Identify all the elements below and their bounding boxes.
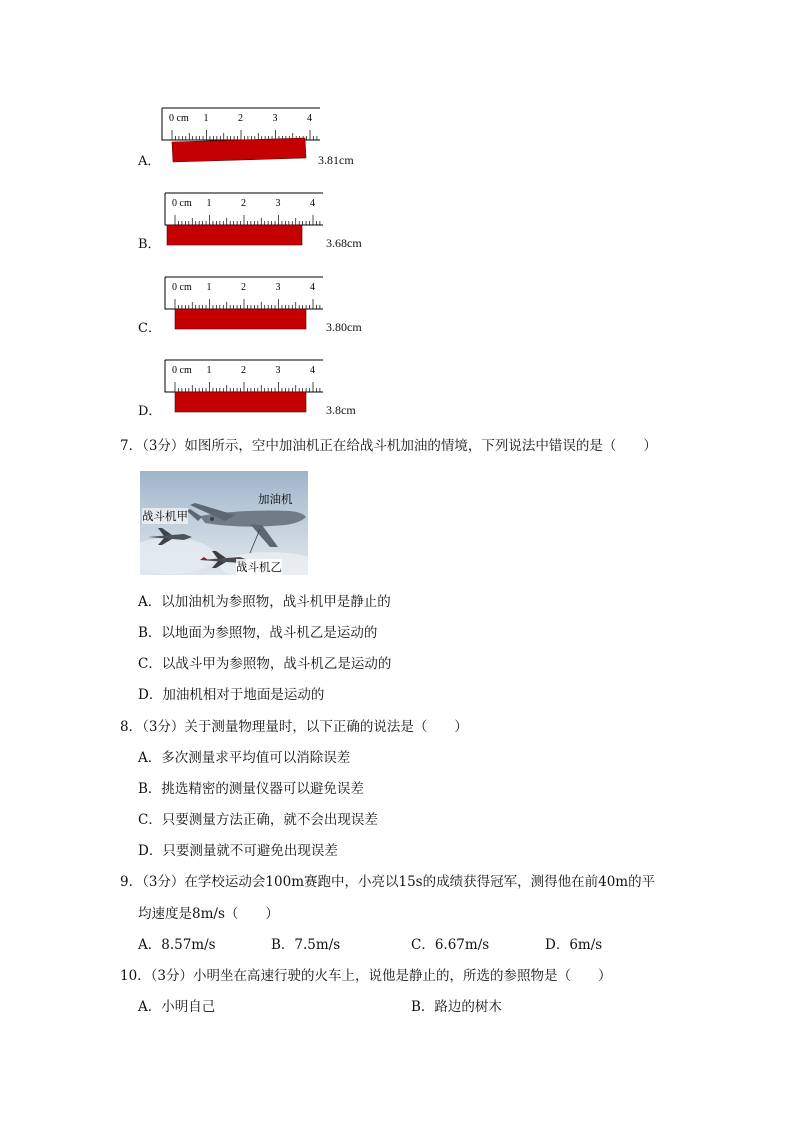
ruler-unit-label: 0 cm — [169, 113, 189, 124]
ruler-number: 2 — [241, 282, 246, 293]
ruler-number: 4 — [310, 198, 315, 209]
measured-object-bar — [175, 392, 306, 412]
q7-option-b: B．以地面为参照物，战斗机乙是运动的 — [138, 625, 378, 641]
refueling-figure — [140, 471, 308, 575]
ruler-number: 2 — [238, 113, 243, 124]
question-9-stem-line1: 9．（3分）在学校运动会100m赛跑中，小亮以15s的成绩获得冠军，测得他在前40m的平 — [120, 874, 656, 890]
ruler-number: 3 — [275, 365, 281, 376]
ruler-number: 2 — [241, 365, 246, 376]
measurement-label: 3.68cm — [326, 236, 362, 250]
ruler-unit-label: 0 cm — [172, 198, 192, 209]
q9-option-a: A．8.57m/s — [138, 937, 216, 953]
ruler-number: 3 — [275, 198, 281, 209]
q10-option-b: B．路边的树木 — [411, 999, 502, 1015]
ruler-number: 1 — [206, 365, 212, 376]
ruler-number: 3 — [272, 113, 278, 124]
ruler-number: 1 — [206, 198, 212, 209]
q9-option-d: D．6m/s — [545, 937, 603, 953]
q9-option-c: C．6.67m/s — [411, 937, 490, 953]
measured-object-bar — [175, 309, 306, 329]
q7-option-d: D．加油机相对于地面是运动的 — [138, 687, 325, 703]
ruler-number: 4 — [310, 282, 315, 293]
ruler-figure — [163, 275, 325, 333]
ruler-number: 4 — [307, 113, 312, 124]
measured-object-bar — [172, 138, 306, 162]
ruler-number: 3 — [275, 282, 281, 293]
question-7-stem: 7．（3分）如图所示，空中加油机正在给战斗机加油的情境，下列说法中错误的是（ ） — [120, 438, 657, 454]
ruler-figure — [163, 191, 325, 249]
option-letter: A． — [138, 154, 161, 169]
q8-option-b: B．挑选精密的测量仪器可以避免误差 — [138, 781, 364, 797]
ruler-number: 4 — [310, 365, 315, 376]
fighter-a-label: 战斗机甲 — [142, 509, 188, 523]
ruler-number: 2 — [241, 198, 246, 209]
question-10-stem: 10．（3分）小明坐在高速行驶的火车上，说他是静止的，所选的参照物是（ ） — [120, 968, 612, 984]
q10-option-a: A．小明自己 — [138, 999, 216, 1015]
q8-option-d: D．只要测量就不可避免出现误差 — [138, 843, 338, 859]
ruler-unit-label: 0 cm — [172, 365, 192, 376]
question-8-stem: 8．（3分）关于测量物理量时，以下正确的说法是（ ） — [120, 719, 468, 735]
option-letter: C． — [138, 321, 161, 336]
q8-option-c: C．只要测量方法正确，就不会出现误差 — [138, 812, 378, 828]
q9-option-b: B．7.5m/s — [271, 937, 341, 953]
ruler-number: 1 — [206, 282, 212, 293]
q8-option-a: A．多次测量求平均值可以消除误差 — [138, 750, 351, 766]
measurement-label: 3.80cm — [326, 320, 362, 334]
ruler-figure — [163, 358, 325, 416]
fighter-b-label: 战斗机乙 — [236, 560, 282, 574]
option-letter: B． — [138, 237, 161, 252]
question-9-stem-line2: 均速度是8m/s（ ） — [138, 906, 279, 922]
tanker-label: 加油机 — [258, 492, 293, 506]
measured-object-bar — [167, 225, 302, 245]
q7-option-a: A．以加油机为参照物，战斗机甲是静止的 — [138, 594, 391, 610]
measurement-label: 3.8cm — [326, 403, 356, 417]
q7-option-c: C．以战斗甲为参照物，战斗机乙是运动的 — [138, 656, 392, 672]
option-letter: D． — [138, 404, 162, 419]
measurement-label: 3.81cm — [318, 153, 354, 167]
ruler-number: 1 — [203, 113, 209, 124]
ruler-figure — [160, 106, 322, 164]
ruler-unit-label: 0 cm — [172, 282, 192, 293]
